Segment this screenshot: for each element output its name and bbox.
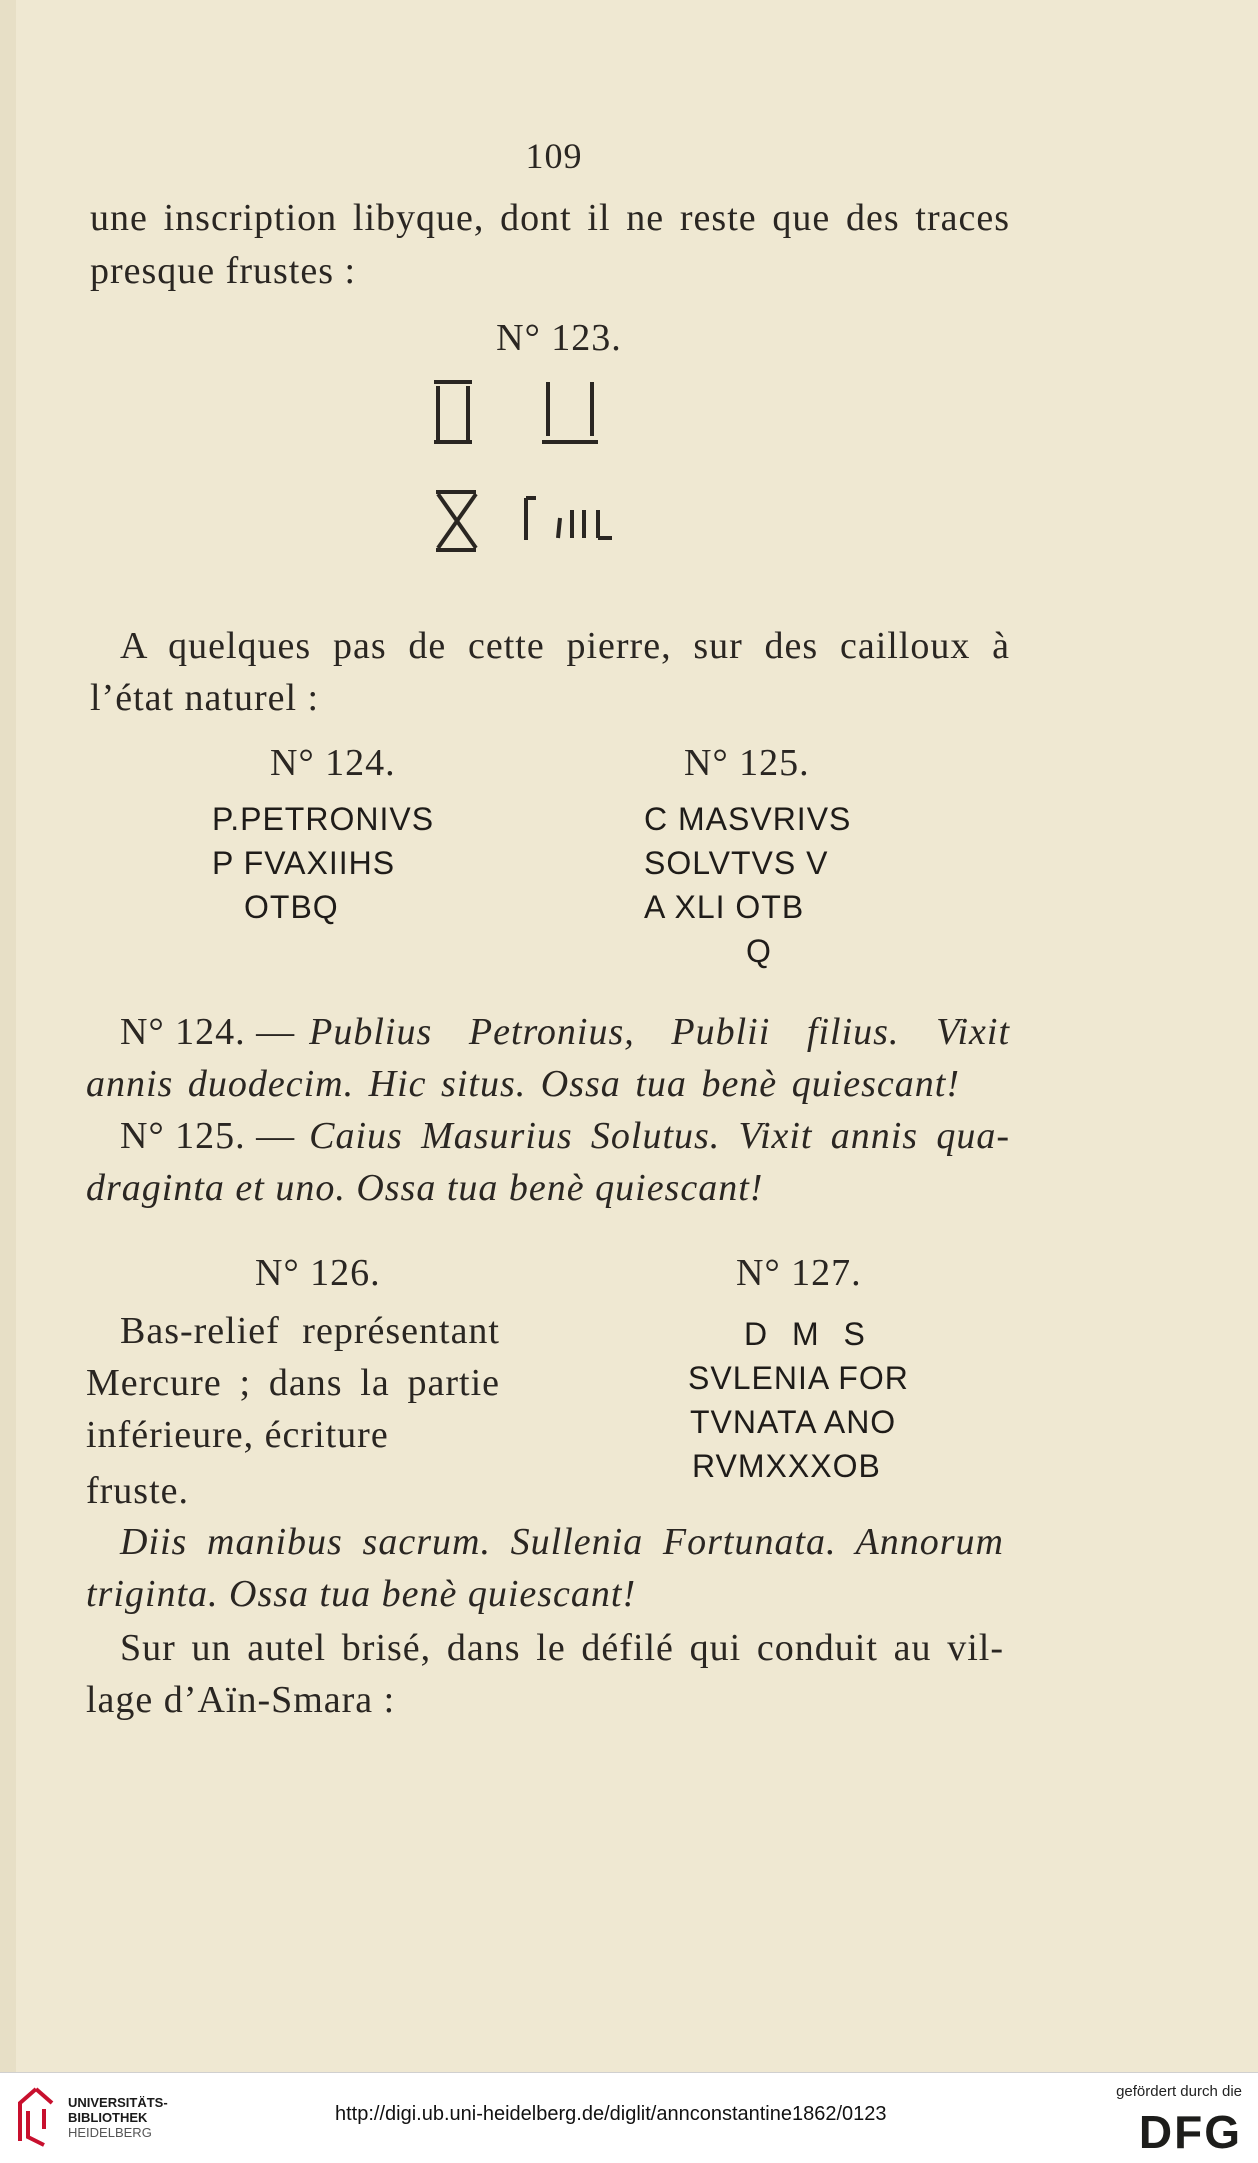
library-name-line-3: HEIDELBERG	[68, 2125, 152, 2140]
page-edge-shadow	[0, 0, 16, 2072]
page-number: 109	[525, 136, 583, 176]
no124-inscription-line-2: P FVAXIIHS	[212, 845, 396, 881]
para3-line-2: lage d’Aïn-Smara :	[86, 1679, 396, 1721]
no126-line-3: inférieure, écriture fruste.	[86, 1414, 389, 1512]
no127-inscription-line-4: RVMXXXOB	[692, 1448, 881, 1484]
translation-127-text-2: triginta. Ossa tua benè quiescant!	[86, 1573, 637, 1615]
no127-inscription-line-1: D M S	[744, 1316, 866, 1352]
libyan-glyphs-row-2	[430, 488, 680, 558]
no125-inscription-line-3: A XLI OTB	[644, 889, 805, 925]
translation-125-line-1	[120, 1108, 1010, 1164]
intro-line-1: une inscription libyque, dont il ne reste que des traces	[90, 197, 1010, 239]
no123-heading: N° 123.	[496, 317, 622, 359]
no125-inscription-line-1: C MASVRIVS	[644, 801, 852, 837]
library-name	[68, 2095, 168, 2140]
no125-heading: N° 125.	[684, 742, 810, 784]
library-name-line-1: UNIVERSITÄTS-	[68, 2095, 168, 2110]
permalink-url[interactable]: http://digi.ub.uni-heidelberg.de/diglit/annconstantine1862/0123	[335, 2103, 887, 2125]
para3-line-1: Sur un autel brisé, dans le défilé qui conduit au vil-	[120, 1627, 1004, 1669]
viewer-footer	[0, 2072, 1258, 2163]
dfg-logo: DFG	[1138, 2106, 1242, 2158]
library-name-line-2: BIBLIOTHEK	[68, 2110, 148, 2125]
translation-127-text-1: Diis manibus sacrum. Sullenia Fortunata. Annorum	[120, 1521, 1004, 1563]
translation-125-text-1: Caius Masurius Solutus. Vixit annis qua-	[309, 1115, 1010, 1157]
no126-heading: N° 126.	[255, 1252, 381, 1294]
para2-line-1: A quelques pas de cette pierre, sur des cailloux à	[120, 625, 1010, 667]
no127-inscription-line-3: TVNATA ANO	[690, 1404, 897, 1440]
translation-125-label: N° 125. —	[120, 1115, 296, 1157]
no125-inscription-line-2: SOLVTVS V	[644, 845, 829, 881]
funding-caption: gefördert durch die	[1116, 2083, 1242, 2100]
intro-line-2: presque frustes :	[90, 250, 357, 292]
translation-124-label: N° 124. —	[120, 1011, 296, 1053]
no126-line-2: Mercure ; dans la partie	[86, 1362, 500, 1404]
translation-125-text-2: draginta et uno. Ossa tua benè quiescant!	[86, 1167, 764, 1209]
no124-inscription-line-1: P.PETRONIVS	[212, 801, 435, 837]
no126-line-1: Bas-relief représentant	[120, 1310, 500, 1352]
translation-124-text-1: Publius Petronius, Publii filius. Vixit	[309, 1011, 1010, 1053]
translation-124-line-1	[120, 1004, 1010, 1060]
para2-line-2: l’état naturel :	[90, 677, 320, 719]
no127-heading: N° 127.	[736, 1252, 862, 1294]
no125-inscription-line-4: Q	[746, 933, 772, 969]
no124-heading: N° 124.	[270, 742, 396, 784]
libyan-glyphs-row-1	[430, 378, 610, 448]
no127-inscription-line-2: SVLENIA FOR	[688, 1360, 909, 1396]
university-library-logo-icon	[14, 2085, 58, 2149]
no124-inscription-line-3: OTBQ	[244, 889, 339, 925]
translation-124-text-2: annis duodecim. Hic situs. Ossa tua benè quiescant!	[86, 1063, 960, 1105]
